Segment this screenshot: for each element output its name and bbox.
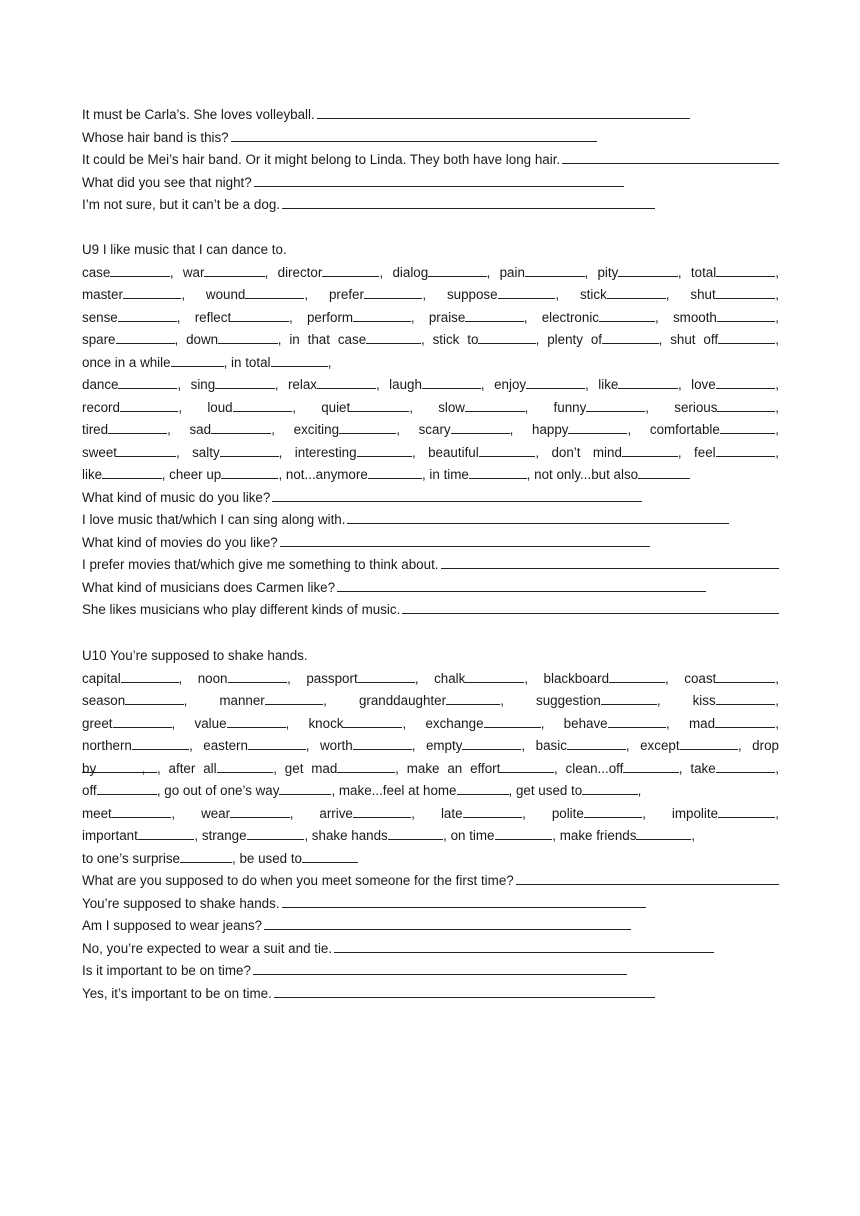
sentence-list-u10 xyxy=(82,870,779,1005)
vocab-blank[interactable] xyxy=(279,781,331,795)
section-u9 xyxy=(82,239,779,622)
vocab-blank[interactable] xyxy=(339,420,396,434)
vocab-word: be used to xyxy=(239,850,303,866)
vocab-word: case xyxy=(82,264,111,280)
vocab-blank[interactable] xyxy=(495,826,553,840)
vocab-word: sad xyxy=(189,422,212,437)
vocab-blank[interactable] xyxy=(618,263,678,277)
vocab-blank[interactable] xyxy=(171,353,224,367)
vocab-blank[interactable] xyxy=(463,804,523,818)
sentence-line xyxy=(82,915,631,938)
sentence-list-u9 xyxy=(82,487,779,622)
vocab-blank[interactable] xyxy=(623,759,678,773)
vocab-blank[interactable] xyxy=(302,849,358,863)
vocab-word: electronic xyxy=(541,309,599,325)
sentence-text: No, you’re expected to wear a suit and tie. xyxy=(82,940,333,956)
sentence-line xyxy=(82,960,627,983)
vocab-word: capital xyxy=(82,670,121,686)
vocab-word: sing xyxy=(190,377,216,392)
sentence-text: What kind of musicians does Carmen like? xyxy=(82,579,336,595)
answer-blank[interactable] xyxy=(562,149,779,164)
vocab-line: season , manner , granddaughter , suggestion , kiss , xyxy=(82,693,779,708)
answer-blank[interactable] xyxy=(317,104,690,119)
vocab-blank[interactable] xyxy=(462,736,521,750)
vocab-blank[interactable] xyxy=(716,759,776,773)
sentence-text: Whose hair band is this? xyxy=(82,129,229,145)
vocab-word: like xyxy=(82,467,103,482)
vocab-blank[interactable] xyxy=(138,826,195,840)
vocab-blank[interactable] xyxy=(337,759,395,773)
vocab-blank[interactable] xyxy=(132,736,189,750)
vocab-blank[interactable] xyxy=(118,375,177,389)
vocab-blank[interactable] xyxy=(366,330,421,344)
vocab-blank[interactable] xyxy=(110,263,170,277)
vocab-word: suppose xyxy=(446,287,498,302)
vocab-blank[interactable] xyxy=(716,691,776,705)
vocab-word: shut xyxy=(690,287,716,302)
vocab-list-u10 xyxy=(82,668,779,871)
vocab-blank[interactable] xyxy=(582,781,637,795)
vocab-blank[interactable] xyxy=(451,420,510,434)
vocab-blank[interactable] xyxy=(247,826,305,840)
vocab-blank[interactable] xyxy=(368,465,422,479)
vocab-blank[interactable] xyxy=(601,691,657,705)
vocab-word: important xyxy=(82,828,138,843)
vocab-word: go out of one’s way xyxy=(164,783,280,798)
vocab-word: dance xyxy=(82,377,119,392)
vocab-blank[interactable] xyxy=(526,375,585,389)
sentence-text: She likes musicians who play different kinds of music. xyxy=(82,602,401,617)
vocab-word: late xyxy=(440,805,463,821)
vocab-line: dance , sing , relax , laugh , enjoy , like , love , xyxy=(82,377,779,392)
vocab-word: in time xyxy=(429,467,469,482)
vocab-blank[interactable] xyxy=(120,398,178,412)
vocab-blank[interactable] xyxy=(716,443,776,457)
vocab-word: serious xyxy=(674,399,718,415)
vocab-word: drop xyxy=(752,738,779,753)
vocab-word: to one’s surprise xyxy=(82,850,181,866)
vocab-blank[interactable] xyxy=(121,669,179,683)
vocab-word: in that case xyxy=(289,332,367,347)
vocab-blank[interactable] xyxy=(716,669,775,683)
vocab-word: pity xyxy=(597,264,619,280)
vocab-blank[interactable] xyxy=(117,443,176,457)
vocab-blank[interactable] xyxy=(525,263,585,277)
vocab-word: noon xyxy=(197,670,228,686)
sentence-line xyxy=(82,870,779,893)
vocab-blank[interactable] xyxy=(322,263,379,277)
answer-blank[interactable] xyxy=(274,983,655,998)
vocab-word: mad xyxy=(688,715,716,731)
vocab-word: make friends xyxy=(559,828,637,843)
vocab-word: funny xyxy=(553,399,587,415)
answer-blank[interactable] xyxy=(282,194,655,209)
vocab-blank[interactable] xyxy=(228,669,288,683)
vocab-word: slow xyxy=(438,399,465,415)
vocab-blank[interactable] xyxy=(720,420,775,434)
vocab-blank[interactable] xyxy=(446,691,500,705)
vocab-word: greet xyxy=(82,715,113,731)
vocab-blank[interactable] xyxy=(457,781,509,795)
vocab-word: not...anymore xyxy=(285,467,368,482)
vocab-list-u9 xyxy=(82,262,779,487)
vocab-blank[interactable] xyxy=(271,353,328,367)
sentence-line xyxy=(82,172,624,195)
vocab-word: kiss xyxy=(692,693,716,708)
vocab-word: total xyxy=(690,264,717,280)
vocab-word: by xyxy=(82,760,97,776)
sentence-line xyxy=(82,554,779,577)
sentence-line xyxy=(82,487,642,510)
vocab-blank[interactable] xyxy=(622,443,678,457)
vocab-blank[interactable] xyxy=(221,465,278,479)
vocab-word: happy xyxy=(532,422,569,437)
vocab-word: master xyxy=(82,287,123,302)
sentence-text: What did you see that night? xyxy=(82,174,252,190)
vocab-blank[interactable] xyxy=(478,330,535,344)
vocab-word: clean...off xyxy=(565,760,624,776)
vocab-word: cheer up xyxy=(169,467,222,482)
vocab-word: like xyxy=(598,377,619,392)
vocab-blank[interactable] xyxy=(125,691,183,705)
vocab-blank[interactable] xyxy=(112,804,172,818)
vocab-word: in total xyxy=(231,354,271,370)
vocab-word: on time xyxy=(450,828,495,843)
vocab-word: interesting xyxy=(294,444,357,460)
vocab-word: beautiful xyxy=(428,444,479,460)
vocab-word: enjoy xyxy=(494,377,527,392)
sentence-text: What kind of music do you like? xyxy=(82,489,271,505)
vocab-word: worth xyxy=(319,738,353,753)
vocab-blank[interactable] xyxy=(113,714,172,728)
sentence-line xyxy=(82,938,714,961)
sentence-line xyxy=(82,577,706,600)
vocab-word: strange xyxy=(201,828,247,843)
vocab-word: loud xyxy=(207,399,233,415)
vocab-line: tired , sad , exciting , scary , happy , comfortable , xyxy=(82,422,779,437)
vocab-word: pain xyxy=(499,264,525,280)
vocab-word: value xyxy=(194,715,227,731)
vocab-word: behave xyxy=(563,715,608,731)
sentence-line xyxy=(82,194,655,217)
vocab-word: salty xyxy=(192,444,220,460)
vocab-blank[interactable] xyxy=(265,691,323,705)
vocab-blank[interactable] xyxy=(465,398,525,412)
vocab-word: after all xyxy=(168,760,217,776)
vocab-word: shut off xyxy=(670,332,719,347)
sentence-text: Is it important to be on time? xyxy=(82,963,251,978)
vocab-word: make an effort xyxy=(406,760,501,776)
vocab-word: prefer xyxy=(328,287,364,302)
vocab-word: war xyxy=(182,264,205,280)
sentence-text: Am I supposed to wear jeans? xyxy=(82,918,263,933)
vocab-word: wear xyxy=(201,805,231,821)
vocab-blank[interactable] xyxy=(428,263,486,277)
vocab-word: coast xyxy=(684,670,717,686)
answer-blank[interactable] xyxy=(441,554,779,569)
vocab-blank[interactable] xyxy=(388,826,443,840)
vocab-blank[interactable] xyxy=(568,420,627,434)
vocab-blank[interactable] xyxy=(108,420,167,434)
vocab-word: director xyxy=(277,264,323,280)
vocab-blank[interactable] xyxy=(217,759,274,773)
vocab-blank[interactable] xyxy=(717,398,775,412)
vocab-word: sense xyxy=(82,309,118,325)
vocab-word: arrive xyxy=(319,805,353,821)
vocab-word: dialog xyxy=(392,264,429,280)
vocab-word: season xyxy=(82,693,126,708)
vocab-word: love xyxy=(691,377,716,392)
sentence-line xyxy=(82,599,779,622)
sentence-text: It could be Mei’s hair band. Or it might belong to Linda. They both have long hair. xyxy=(82,152,561,167)
answer-blank[interactable] xyxy=(231,127,597,142)
answer-blank[interactable] xyxy=(272,487,642,502)
answer-blank[interactable] xyxy=(254,172,624,187)
answer-blank[interactable] xyxy=(347,509,729,524)
vocab-blank[interactable] xyxy=(215,375,275,389)
answer-blank[interactable] xyxy=(516,870,779,885)
answer-blank[interactable] xyxy=(282,893,646,908)
vocab-blank[interactable] xyxy=(180,849,232,863)
vocab-word: polite xyxy=(551,805,584,821)
vocab-word: stick to xyxy=(432,332,479,347)
vocab-blank[interactable] xyxy=(618,375,678,389)
vocab-blank[interactable] xyxy=(680,736,738,750)
vocab-blank[interactable] xyxy=(484,714,541,728)
vocab-line: spare , down , in that case , stick to , plenty of , shut off , xyxy=(82,332,779,347)
vocab-blank[interactable] xyxy=(602,330,659,344)
vocab-blank[interactable] xyxy=(718,804,775,818)
vocab-word: praise xyxy=(428,309,466,325)
vocab-line: to one’s surprise , be used to xyxy=(82,848,779,871)
vocab-blank[interactable] xyxy=(96,759,157,773)
answer-blank[interactable] xyxy=(264,915,631,930)
vocab-word: passport xyxy=(306,670,358,686)
vocab-word: laugh xyxy=(389,377,422,392)
sentence-text: You’re supposed to shake hands. xyxy=(82,895,280,911)
vocab-word: suggestion xyxy=(536,693,601,708)
vocab-word: relax xyxy=(287,377,317,392)
review-sentences xyxy=(82,104,779,217)
vocab-blank[interactable] xyxy=(718,330,775,344)
vocab-word: exciting xyxy=(293,422,340,437)
vocab-blank[interactable] xyxy=(715,714,775,728)
vocab-line: once in a while , in total , xyxy=(82,354,332,370)
section-u10 xyxy=(82,645,779,1005)
vocab-blank[interactable] xyxy=(248,736,306,750)
vocab-blank[interactable] xyxy=(465,308,523,322)
sentence-line xyxy=(82,983,655,1006)
vocab-word: except xyxy=(640,738,680,753)
vocab-word: take xyxy=(690,760,716,776)
vocab-blank[interactable] xyxy=(469,465,527,479)
vocab-word: quiet xyxy=(321,399,351,415)
vocab-blank[interactable] xyxy=(609,669,665,683)
vocab-blank[interactable] xyxy=(716,375,776,389)
sentence-text: I prefer movies that/which give me something to think about. xyxy=(82,557,439,572)
vocab-line: like , cheer up , not...anymore , in time , not only...but also xyxy=(82,464,779,487)
section-heading-u9: U9 I like music that I can dance to. xyxy=(82,242,287,257)
vocab-line: important , strange , shake hands , on time , make friends , xyxy=(82,828,695,843)
vocab-blank[interactable] xyxy=(465,669,524,683)
vocab-blank[interactable] xyxy=(353,308,411,322)
vocab-blank[interactable] xyxy=(220,443,279,457)
vocab-line: sweet , salty , interesting , beautiful , don’t mind , feel , xyxy=(82,444,779,460)
vocab-word: record xyxy=(82,399,120,415)
vocab-word: once in a while xyxy=(82,354,171,370)
vocab-word: plenty of xyxy=(547,332,602,347)
sentence-line xyxy=(82,893,646,916)
vocab-blank[interactable] xyxy=(353,804,411,818)
sentence-text: It must be Carla’s. She loves volleyball. xyxy=(82,107,315,122)
vocab-word: feel xyxy=(694,444,716,460)
vocab-blank[interactable] xyxy=(500,759,554,773)
vocab-blank[interactable] xyxy=(599,308,655,322)
vocab-blank[interactable] xyxy=(204,263,264,277)
vocab-blank[interactable] xyxy=(357,443,412,457)
vocab-word: granddaughter xyxy=(358,693,447,708)
vocab-line: meet , wear , arrive , late , polite , impolite , xyxy=(82,805,779,821)
vocab-word: blackboard xyxy=(543,670,610,686)
vocab-word: scary xyxy=(418,422,451,437)
vocab-blank[interactable] xyxy=(343,714,402,728)
vocab-blank[interactable] xyxy=(586,398,645,412)
vocab-line: sense , reflect , perform , praise , electronic , smooth , xyxy=(82,309,780,325)
vocab-blank[interactable] xyxy=(353,736,412,750)
vocab-line: by , after all , get mad , make an effort , clean...off , take , xyxy=(82,760,779,776)
vocab-line: record , loud , quiet , slow , funny , serious , xyxy=(82,399,779,415)
vocab-blank[interactable] xyxy=(716,263,775,277)
vocab-word: make...feel at home xyxy=(338,783,457,798)
vocab-line: off , go out of one’s way , make...feel at home , get used to , xyxy=(82,783,642,798)
vocab-word: down xyxy=(186,332,219,347)
vocab-line: greet , value , knock , exchange , behave , mad , xyxy=(82,715,779,731)
vocab-word: empty xyxy=(425,738,463,753)
sentence-line xyxy=(82,532,650,555)
vocab-word: not only...but also xyxy=(534,467,639,482)
vocab-word: tired xyxy=(82,422,109,437)
vocab-word: reflect xyxy=(194,309,232,325)
vocab-word: stick xyxy=(579,287,607,302)
vocab-blank[interactable] xyxy=(716,285,776,299)
answer-blank[interactable] xyxy=(253,960,627,975)
vocab-word: spare xyxy=(82,332,116,347)
vocab-blank[interactable] xyxy=(608,714,666,728)
vocab-word: sweet xyxy=(82,444,117,460)
vocab-word: comfortable xyxy=(649,422,720,437)
vocab-blank[interactable] xyxy=(123,285,181,299)
vocab-line: case , war , director , dialog , pain , pity , total , xyxy=(82,264,779,280)
vocab-blank[interactable] xyxy=(607,285,666,299)
sentence-line xyxy=(82,509,729,532)
sentence-line xyxy=(82,149,779,172)
vocab-blank[interactable] xyxy=(584,804,642,818)
sentence-line xyxy=(82,104,690,127)
sentence-text: I love music that/which I can sing along with. xyxy=(82,512,346,527)
vocab-blank[interactable] xyxy=(422,375,481,389)
vocab-word: manner xyxy=(219,693,265,708)
vocab-word: smooth xyxy=(672,309,717,325)
vocab-blank[interactable] xyxy=(358,669,415,683)
vocab-blank[interactable] xyxy=(567,736,626,750)
sentence-line xyxy=(82,127,597,150)
vocab-word: northern xyxy=(82,738,132,753)
vocab-blank[interactable] xyxy=(317,375,376,389)
vocab-blank[interactable] xyxy=(102,465,162,479)
vocab-blank[interactable] xyxy=(230,804,290,818)
answer-blank[interactable] xyxy=(334,938,714,953)
section-heading-u10: U10 You’re supposed to shake hands. xyxy=(82,648,308,663)
vocab-line: capital , noon , passport , chalk , blackboard , coast , xyxy=(82,670,779,686)
vocab-blank[interactable] xyxy=(97,781,157,795)
vocab-word: eastern xyxy=(203,738,248,753)
sentence-text: What are you supposed to do when you meet someone for the first time? xyxy=(82,873,514,888)
vocab-blank[interactable] xyxy=(638,465,690,479)
vocab-blank[interactable] xyxy=(636,826,691,840)
answer-blank[interactable] xyxy=(402,599,779,614)
vocab-word: exchange xyxy=(425,715,484,731)
vocab-word: wound xyxy=(205,287,246,302)
sentence-text: I’m not sure, but it can’t be a dog. xyxy=(82,197,280,212)
vocab-word: off xyxy=(82,783,97,798)
vocab-word: shake hands xyxy=(311,828,388,843)
vocab-blank[interactable] xyxy=(211,420,271,434)
vocab-word: chalk xyxy=(434,670,466,686)
vocab-line: northern , eastern , worth , empty , basic , except , drop, xyxy=(82,738,779,776)
vocab-blank[interactable] xyxy=(116,330,175,344)
vocab-blank[interactable] xyxy=(245,285,304,299)
vocab-blank[interactable] xyxy=(350,398,409,412)
answer-blank[interactable] xyxy=(337,577,706,592)
vocab-blank[interactable] xyxy=(233,398,293,412)
vocab-blank[interactable] xyxy=(717,308,775,322)
vocab-word: don’t mind xyxy=(551,444,622,460)
vocab-blank[interactable] xyxy=(498,285,556,299)
vocab-blank[interactable] xyxy=(227,714,286,728)
vocab-blank[interactable] xyxy=(118,308,177,322)
sentence-text: What kind of movies do you like? xyxy=(82,534,278,550)
vocab-word: get mad xyxy=(284,760,338,776)
sentence-text: Yes, it’s important to be on time. xyxy=(82,985,272,1001)
vocab-blank[interactable] xyxy=(231,308,289,322)
vocab-word: perform xyxy=(306,309,354,325)
vocab-word: basic xyxy=(535,738,567,753)
vocab-word: impolite xyxy=(671,805,719,821)
vocab-word: get used to xyxy=(515,783,583,798)
vocab-line: master , wound , prefer , suppose , stick , shut , xyxy=(82,287,780,302)
vocab-blank[interactable] xyxy=(364,285,422,299)
answer-blank[interactable] xyxy=(280,532,650,547)
vocab-blank[interactable] xyxy=(218,330,278,344)
vocab-word: knock xyxy=(308,715,344,731)
vocab-word: meet xyxy=(82,805,112,821)
vocab-blank[interactable] xyxy=(479,443,536,457)
